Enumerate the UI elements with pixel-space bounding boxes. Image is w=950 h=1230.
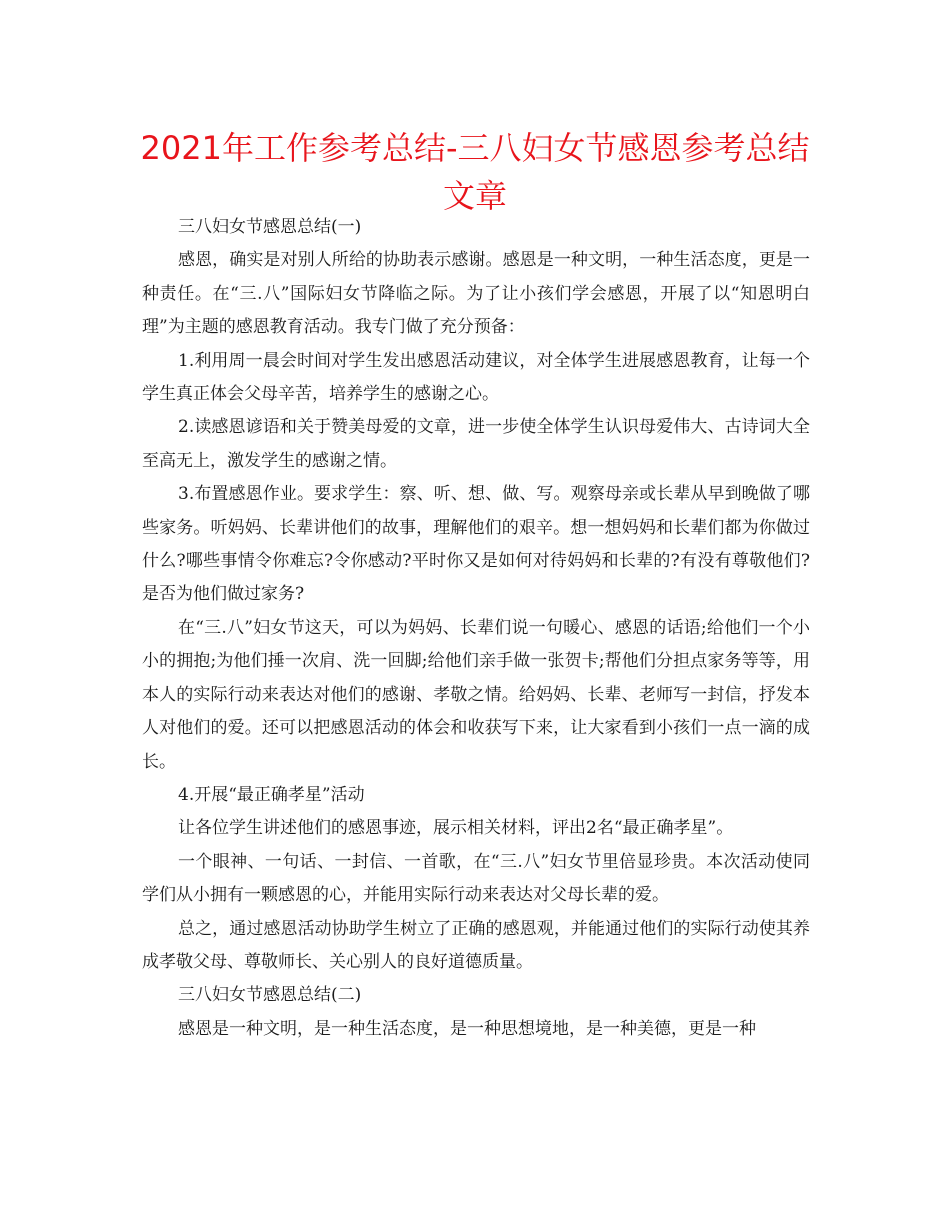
paragraph: 4.开展“最正确孝星”活动 (178, 784, 365, 805)
document-body (142, 211, 810, 1046)
paragraph: 总之，通过感恩活动协助学生树立了正确的感恩观，并能通过他们的实际行动使其养成孝敬父母、尊敬师长、关心别人的良好道德质量。 (142, 918, 810, 972)
paragraph: 1.利用周一晨会时间对学生发出感恩活动建议，对全体学生进展感恩教育，让每一个学生真正体会父母辛苦，培养学生的感谢之心。 (142, 350, 810, 405)
paragraph: 感恩是一种文明，是一种生活态度，是一种思想境地，是一种美德，更是一种 (178, 1018, 756, 1039)
document-title-line-2: 文章 (442, 177, 507, 215)
document-title-line-1: 2021年工作参考总结-三八妇女节感恩参考总结 (140, 129, 810, 167)
section-heading: 三八妇女节感恩总结(一) (178, 217, 362, 237)
paragraph: 2.读感恩谚语和关于赞美母爱的文章，进一步使全体学生认识母爱伟大、古诗词大全至高无上，激发学生的感谢之情。 (142, 417, 810, 471)
paragraph: 让各位学生讲述他们的感恩事迹，展示相关材料，评出2名“最正确孝星”。 (178, 818, 734, 839)
paragraph: 3.布置感恩作业。要求学生：察、听、想、做、写。观察母亲或长辈从早到晚做了哪些家务。听妈妈、长辈讲他们的故事，理解他们的艰辛。想一想妈妈和长辈们都为你做过什么?哪些事情令你难忘?令你感动?平时你又是如何对待妈妈和长辈的?有没有尊敬他们?是否为他们做过家务? (142, 484, 810, 605)
paragraph: 在“三.八”妇女节这天，可以为妈妈、长辈们说一句暖心、感恩的话语;给他们一个小小的拥抱;为他们捶一次肩、洗一回脚;给他们亲手做一张贺卡;帮他们分担点家务等等，用本人的实际行动来表达对他们的感谢、孝敬之情。给妈妈、长辈、老师写一封信，抒发本人对他们的爱。还可以把感恩活动的体会和收获写下来，让大家看到小孩们一点一滴的成长。 (142, 617, 810, 772)
paragraph: 一个眼神、一句话、一封信、一首歌，在“三.八”妇女节里倍显珍贵。本次活动使同学们从小拥有一颗感恩的心，并能用实际行动来表达对父母长辈的爱。 (142, 851, 810, 906)
paragraph: 感恩，确实是对别人所给的协助表示感谢。感恩是一种文明，一种生活态度，更是一种责任。在“三.八”国际妇女节降临之际。为了让小孩们学会感恩，开展了以“知恩明白理”为主题的感恩教育活动。我专门做了充分预备： (142, 250, 810, 338)
section-heading: 三八妇女节感恩总结(二) (178, 985, 362, 1006)
